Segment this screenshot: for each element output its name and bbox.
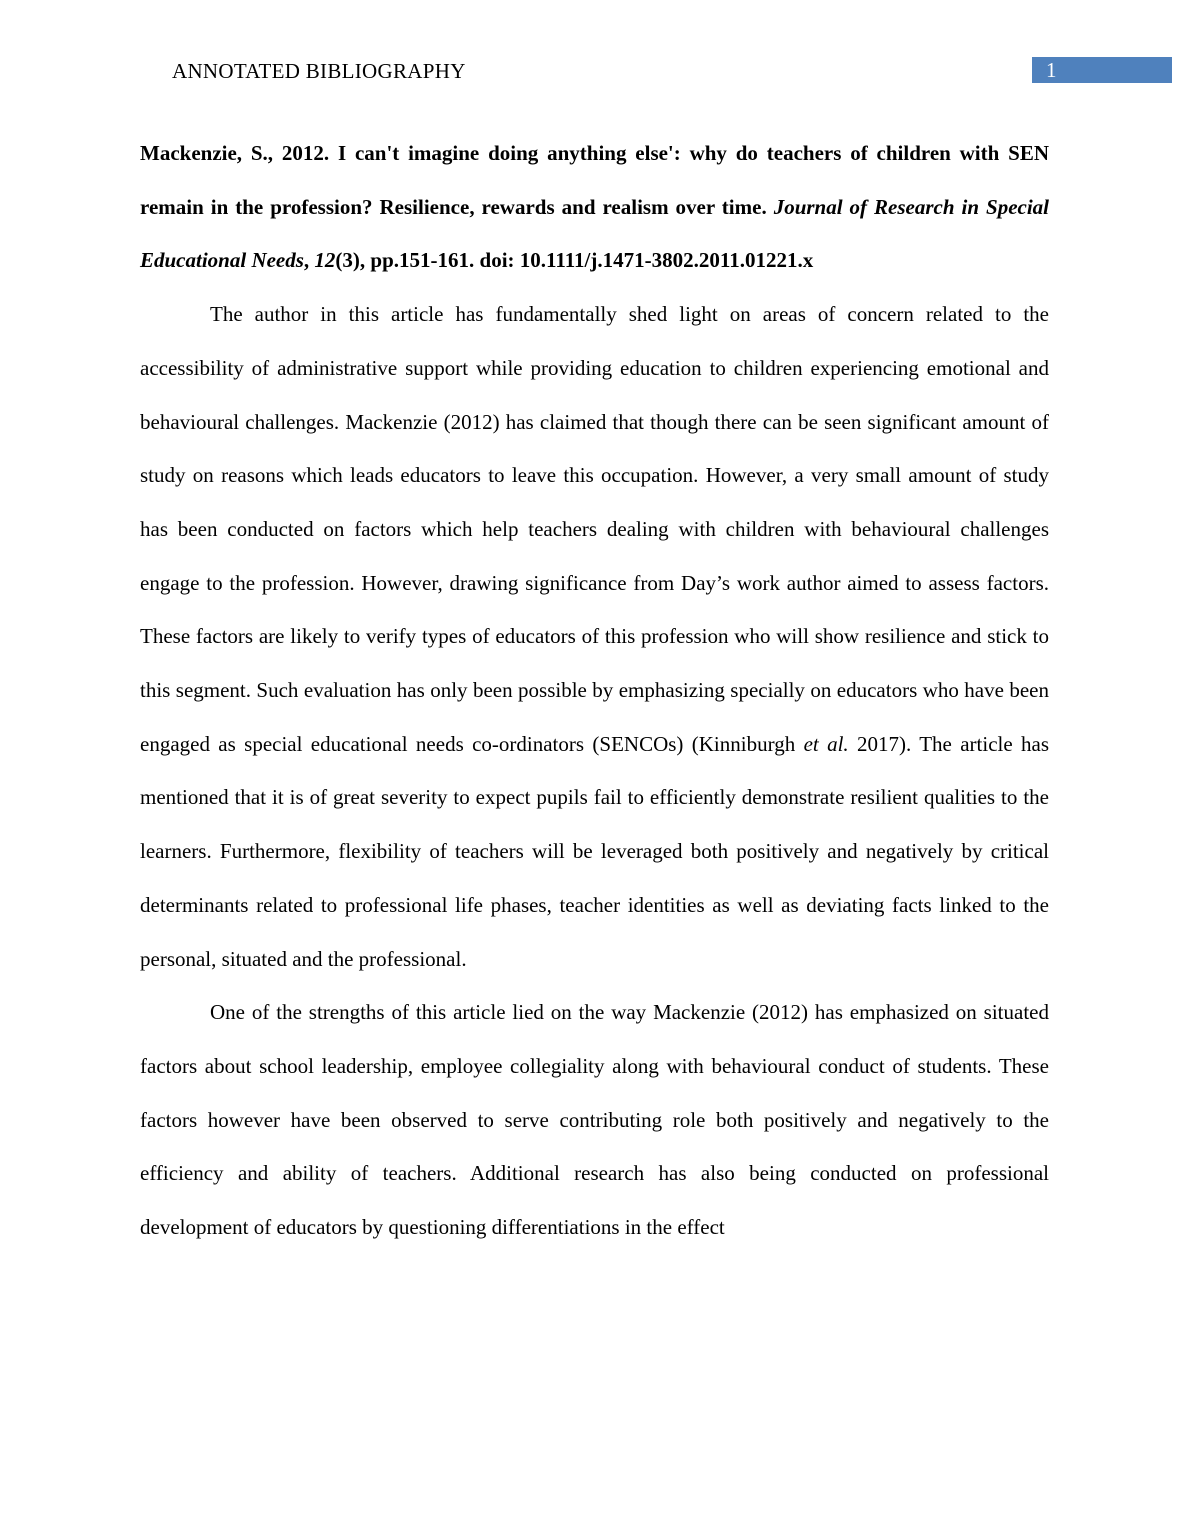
paragraph-2-text: One of the strengths of this article lied on the way Mackenzie (2012) has emphasized on situated factors about school leadership, employee collegiality along with behavioural conduct of students. These factors however have been observed to serve contributing role both positively and negatively to the efficiency and ability of teachers. Additional research has also being conducted on professional development of educators by questioning differentiations in the effect — [140, 1000, 1049, 1240]
page-number: 1 — [1046, 58, 1057, 82]
page-number-box — [1032, 57, 1172, 83]
citation-authors-title: Mackenzie, S., 2012. I can't imagine doing anything else': why do teachers of children with SEN remain in the profession? Resilience, rewards and realism over time. — [140, 141, 1049, 219]
citation-entry — [140, 127, 1049, 288]
paragraph-1-italic-et-al: et al. — [803, 731, 849, 756]
citation-volume: 12 — [314, 248, 336, 273]
citation-journal: Journal of Research in Special Educational Needs — [140, 194, 1050, 273]
citation-issue-pages-doi: (3), pp.151-161. doi: 10.1111/j.1471-3802.2011.01221.x — [335, 248, 814, 273]
annotation-paragraph-1 — [140, 288, 1049, 986]
paragraph-1-text-end: 2017). The article has mentioned that it is of great severity to expect pupils fail to efficiently demonstrate resilient qualities to the learners. Furthermore, flexibility of teachers will be leveraged both positively and negatively by critical determinants related to professional life phases, teacher identities as well as deviating facts linked to the personal, situated and the professional. — [140, 731, 1050, 971]
paragraph-1-text-start: The author in this article has fundamentally shed light on areas of concern related to the accessibility of administrative support while providing education to children experiencing emotional and behavioural challenges. Mackenzie (2012) has claimed that though there can be seen significant amount of study on reasons which leads educators to leave this occupation. However, a very small amount of study has been conducted on factors which help teachers dealing with children with behavioural challenges engage to the profession. However, drawing significance from Day’s work author aimed to assess factors. These factors are likely to verify types of educators of this profession who will show resilience and stick to this segment. Such evaluation has only been possible by emphasizing specially on educators who have been engaged as special educational needs co-ordinators (SENCOs) (Kinniburgh — [140, 302, 1049, 756]
running-header-title: ANNOTATED BIBLIOGRAPHY — [172, 59, 466, 83]
citation-comma: , — [303, 248, 310, 273]
annotation-paragraph-2 — [140, 986, 1049, 1255]
document-body — [140, 127, 1049, 1255]
